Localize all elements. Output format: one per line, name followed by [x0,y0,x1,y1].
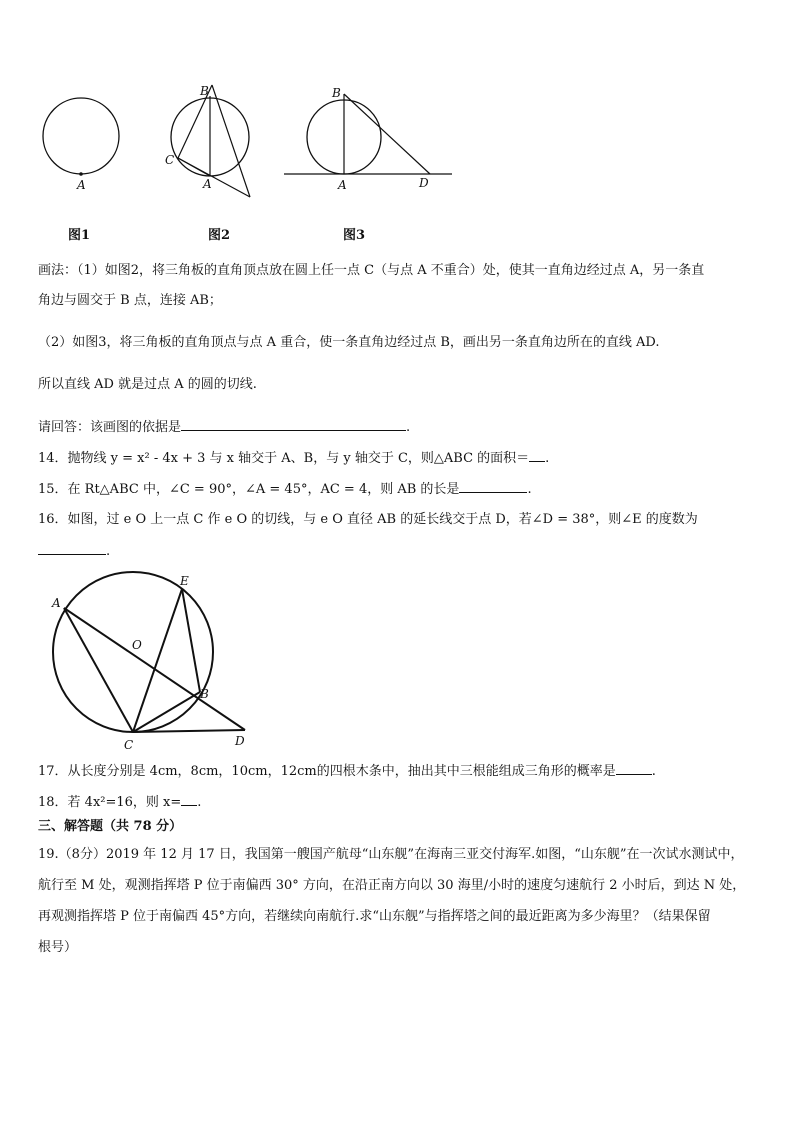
fig2-triangle-hyp [212,85,250,197]
q14-text: 14．抛物线 y = x² - 4x + 3 与 x 轴交于 A、B，与 y 轴交于 C，则△ABC 的面积＝ [38,451,530,466]
question-14 [38,449,754,468]
fig2-label-c: C [165,153,175,167]
question-19-line-4: 根号） [38,940,78,955]
q16-label-a: A [52,596,61,610]
q15-answer-blank[interactable] [459,480,527,493]
q18-text: 18．若 4x²=16，则 x= [38,795,182,810]
q16-label-c: C [124,738,134,752]
fig3-label-b: B [332,86,341,100]
fig1-point-a [79,172,83,176]
q17-text: 17．从长度分别是 4cm，8cm，10cm，12cm的四根木条中，抽出其中三根能组成三角形的概率是 [38,764,616,779]
fig1-circle [43,98,119,174]
q16-figure [40,570,260,755]
figure-1 [38,92,128,192]
q16-end: . [106,544,111,559]
fig3-bd-line [344,94,430,174]
q17-end: . [651,764,656,779]
method-line-3: （2）如图3，将三角板的直角顶点与点 A 重合，使一条直角边经过点 B，画出另一条直角边所在的直线 AD. [38,335,660,350]
q16-cb-line [133,692,200,732]
method-question-end: . [406,420,411,435]
fig2-caption: 图2 [208,228,231,243]
question-19-line-1: 19.（8分）2019 年 12 月 17 日，我国第一艘国产航母“山东舰”在海南三亚交付海军.如图，“山东舰”在一次试水测试中， [38,847,744,862]
q16-label-o: O [132,638,142,652]
fig1-label-a: A [77,178,86,192]
figure-2 [160,82,260,204]
question-19-line-2: 航行至 M 处，观测指挥塔 P 位于南偏西 30° 方向，在沿正南方向以 30 海里/小时的速度匀速航行 2 小时后，到达 N 处， [38,878,746,893]
question-17 [38,762,754,781]
question-15 [38,480,754,499]
q16-label-d: D [235,734,245,748]
q14-end: . [545,451,550,466]
q17-answer-blank[interactable] [616,762,652,775]
q16-answer-blank[interactable] [38,542,106,555]
fig1-caption: 图1 [68,228,91,243]
q18-answer-blank[interactable] [181,793,197,806]
fig3-label-a: A [338,178,347,192]
q15-text: 15．在 Rt△ABC 中，∠C = 90°，∠A = 45°，AC = 4，则 AB 的长是 [38,482,460,497]
question-19-line-3: 再观测指挥塔 P 位于南偏西 45°方向，若继续向南航行.求“山东舰”与指挥塔之间的最近距离为多少海里？（结果保留 [38,909,711,924]
fig2-label-a: A [203,177,212,191]
question-18 [38,793,754,812]
method-line-2: 角边与圆交于 B 点，连接 AB； [38,293,222,308]
question-16-line-2 [38,542,754,561]
question-16-line-1: 16．如图，过 e O 上一点 C 作 e O 的切线，与 e O 直径 AB 的延长线交于点 D，若∠D = 38°，则∠E 的度数为 [38,512,698,527]
method-line-4: 所以直线 AD 就是过点 A 的圆的切线. [38,377,257,392]
q14-answer-blank[interactable] [529,449,545,462]
method-answer-blank[interactable] [181,418,406,431]
figure-3 [282,82,457,192]
fig3-label-d: D [419,176,429,190]
q15-end: . [527,482,532,497]
method-question [38,418,754,437]
q16-label-b: B [200,687,209,701]
q16-label-e: E [180,574,189,588]
method-line-1: 画法：（1）如图2，将三角板的直角顶点放在圆上任一点 C（与点 A 不重合）处，使其一直角边经过点 A，另一条直 [38,263,705,278]
q16-ac-line [64,608,133,732]
q18-end: . [197,795,202,810]
fig2-label-b: B [200,84,209,98]
fig3-caption: 图3 [343,228,366,243]
method-question-text: 请回答：该画图的依据是 [38,420,182,435]
q16-circle [53,572,213,732]
section-3-title: 三、解答题（共 78 分） [38,819,183,834]
